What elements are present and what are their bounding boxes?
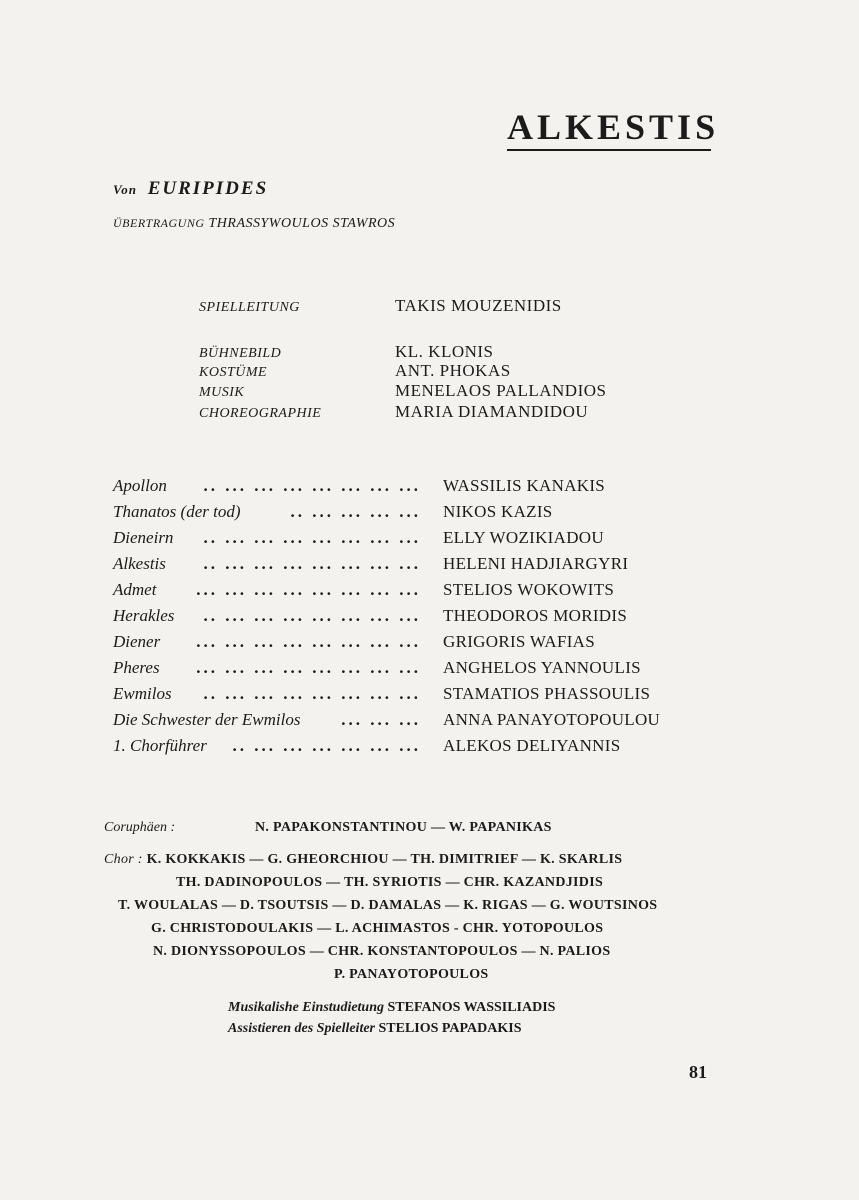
translation-label: ÜBERTRAGUNG <box>113 216 205 230</box>
cast-role: Herakles <box>113 606 175 625</box>
cast-role: Ewmilos <box>113 684 172 703</box>
crew-role: MUSIK <box>199 385 245 400</box>
leader-dots: .. ... ... ... ... <box>290 502 421 521</box>
leader-dots: ... ... ... ... ... ... ... ... <box>196 632 421 651</box>
cast-role: Dieneirn <box>113 528 174 547</box>
cast-role: Admet <box>113 580 157 599</box>
crew-role: CHOREOGRAPHIE <box>199 406 322 421</box>
chorus-line <box>151 921 603 937</box>
crew-name: MARIA DIAMANDIDOU <box>395 402 589 421</box>
chorus-names: G. CHRISTODOULAKIS — L. ACHIMASTOS - CHR. YOTOPOULOS <box>151 921 604 936</box>
chorus-line <box>104 852 622 868</box>
cast-row <box>113 710 713 734</box>
crew-name: ANT. PHOKAS <box>395 361 511 380</box>
leader-dots: ... ... ... ... ... ... ... ... <box>196 580 421 599</box>
chorus-names: T. WOULALAS — D. TSOUTSIS — D. DAMALAS — K. RIGAS — G. WOUTSINOS <box>118 898 658 913</box>
cast-actor: ALEKOS DELIYANNIS <box>443 736 621 755</box>
chorus-names: K. KOKKAKIS — G. GHEORCHIOU — TH. DIMITRIEF — K. SKARLIS <box>146 852 623 867</box>
cast-row <box>113 528 713 552</box>
crew-row <box>199 361 511 383</box>
coryphaei-label: Coruphäen : <box>104 820 176 835</box>
leader-dots: .. ... ... ... ... ... ... ... <box>203 528 421 547</box>
cast-role: Thanatos (der tod) <box>113 502 241 521</box>
crew-role: SPIELLEITUNG <box>199 300 300 315</box>
cast-actor: STELIOS WOKOWITS <box>443 580 615 599</box>
leader-dots: ... ... ... <box>341 710 421 729</box>
cast-actor: ANGHELOS YANNOULIS <box>443 658 641 677</box>
cast-actor: ELLY WOZIKIADOU <box>443 528 604 547</box>
cast-row <box>113 502 713 526</box>
cast-row <box>113 736 713 760</box>
cast-actor: WASSILIS KANAKIS <box>443 476 606 495</box>
chorus-names: P. PANAYOTOPOULOS <box>334 967 489 982</box>
cast-role: Alkestis <box>113 554 166 573</box>
crew-name: KL. KLONIS <box>395 342 494 361</box>
cast-role: Die Schwester der Ewmilos <box>113 710 301 729</box>
crew-row <box>199 402 588 424</box>
author-line <box>113 178 268 200</box>
cast-row <box>113 580 713 604</box>
leader-dots: .. ... ... ... ... ... ... ... <box>203 606 421 625</box>
cast-actor: STAMATIOS PHASSOULIS <box>443 684 651 703</box>
cast-role: 1. Chorführer <box>113 736 207 755</box>
credit-name: STELIOS PAPADAKIS <box>378 1021 522 1036</box>
credit-line <box>228 1000 555 1016</box>
cast-actor: THEODOROS MORIDIS <box>443 606 628 625</box>
cast-role: Apollon <box>113 476 167 495</box>
coryphaei-names: N. PAPAKONSTANTINOU — W. PAPANIKAS <box>255 820 552 835</box>
chorus-line <box>176 875 603 891</box>
translation-line <box>113 216 395 232</box>
translator-name: THRASSYWOULOS STAWROS <box>208 216 396 231</box>
chorus-line <box>153 944 610 960</box>
cast-row <box>113 476 713 500</box>
crew-role: BÜHNEBILD <box>199 346 282 361</box>
title-underline <box>507 149 711 151</box>
crew-role: KOSTÜME <box>199 365 268 380</box>
cast-role: Diener <box>113 632 161 651</box>
credit-label: Assistieren des Spielleiter <box>228 1021 375 1036</box>
page-number: 81 <box>689 1062 707 1082</box>
cast-row <box>113 632 713 656</box>
crew-name: TAKIS MOUZENIDIS <box>395 296 562 315</box>
leader-dots: .. ... ... ... ... ... ... ... <box>203 684 421 703</box>
cast-row <box>113 658 713 682</box>
crew-row <box>199 296 562 318</box>
cast-actor: HELENI HADJIARGYRI <box>443 554 629 573</box>
credit-label: Musikalishe Einstudietung <box>228 1000 385 1015</box>
crew-name: MENELAOS PALLANDIOS <box>395 381 607 400</box>
cast-actor: ANNA PANAYOTOPOULOU <box>443 710 661 729</box>
cast-actor: NIKOS KAZIS <box>443 502 553 521</box>
cast-row <box>113 606 713 630</box>
author-name: EURIPIDES <box>147 178 269 199</box>
chorus-label: Chor : <box>104 852 143 867</box>
cast-actor: GRIGORIS WAFIAS <box>443 632 596 651</box>
leader-dots: .. ... ... ... ... ... ... ... <box>203 554 421 573</box>
chorus-line <box>334 967 488 983</box>
cast-row <box>113 554 713 578</box>
leader-dots: ... ... ... ... ... ... ... ... <box>196 658 421 677</box>
credit-line <box>228 1021 522 1037</box>
crew-row <box>199 381 606 403</box>
coryphaei-line <box>104 820 552 836</box>
chorus-line <box>118 898 657 914</box>
credit-name: STEFANOS WASSILIADIS <box>387 1000 556 1015</box>
page-title: ALKESTIS <box>507 107 720 147</box>
author-prefix: Von <box>113 182 137 197</box>
cast-role: Pheres <box>113 658 160 677</box>
cast-row <box>113 684 713 708</box>
leader-dots: .. ... ... ... ... ... ... <box>232 736 421 755</box>
chorus-names: N. DIONYSSOPOULOS — CHR. KONSTANTOPOULOS — N. PALIOS <box>153 944 611 959</box>
chorus-names: TH. DADINOPOULOS — TH. SYRIOTIS — CHR. KAZANDJIDIS <box>176 875 604 890</box>
leader-dots: .. ... ... ... ... ... ... ... <box>203 476 421 495</box>
